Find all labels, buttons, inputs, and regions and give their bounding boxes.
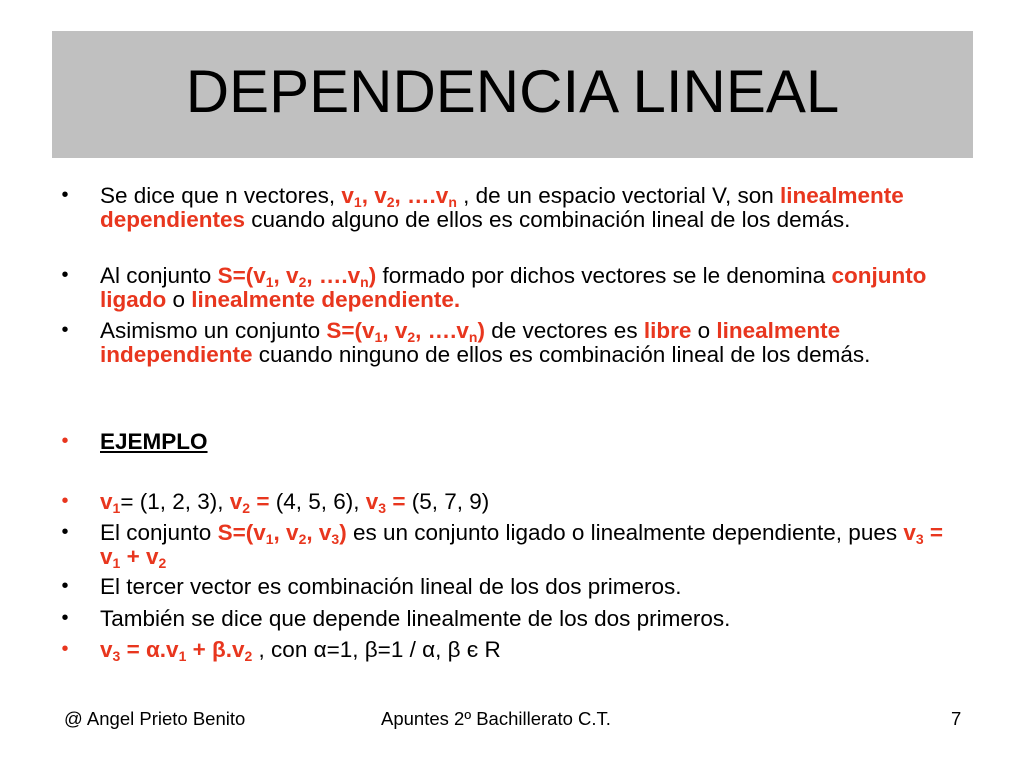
term-dependent: linealmente dependiente.: [191, 286, 461, 312]
text-run: Se dice que n vectores,: [100, 183, 342, 208]
term-linked-set: conjunto ligado: [100, 263, 927, 312]
vector-v3: $v_3$ =: [365, 489, 406, 516]
text-run: o: [166, 286, 192, 312]
term-dependent: linealmente dependientes: [100, 183, 904, 232]
bullet-dot: •: [61, 430, 69, 452]
bullet-text: [100, 490, 966, 514]
bullet-text: [100, 264, 966, 311]
bullet-text: [100, 184, 966, 231]
term-free: libre: [643, 318, 692, 343]
equation: $v_3 = v_1 + v_2$: [100, 520, 944, 571]
footer-page-number: 7: [951, 708, 962, 729]
vector-v1: $v_1$: [100, 489, 121, 516]
page-title: DEPENDENCIA LINEAL: [185, 58, 840, 125]
example-label: EJEMPLO: [100, 429, 208, 454]
bullet-text: También se dice que depende linealmente de los dos primeros.: [100, 606, 731, 631]
text-run: El conjunto: [100, 520, 218, 545]
bullet-dot: •: [61, 575, 69, 597]
set-s: $S=(v_1$, $v_2$, $\dots.v_n$): [326, 318, 485, 345]
text-run: o: [691, 318, 717, 343]
text-run: , de un espacio vectorial V, son: [456, 183, 781, 208]
text-run: , con α=1, β=1 / α, β є R: [252, 637, 501, 662]
text-run: cuando ninguno de ellos es combinación lineal de los demás.: [252, 341, 871, 367]
bullet-dot: •: [61, 490, 69, 512]
bullet-dot: •: [61, 319, 69, 341]
footer-course: Apuntes 2º Bachillerato C.T.: [381, 708, 611, 729]
bullet-dot: •: [61, 638, 69, 660]
text-run: (1, 2, 3),: [133, 489, 230, 514]
text-run: Al conjunto: [100, 263, 218, 288]
bullet-dot: •: [61, 521, 69, 543]
text-run: cuando alguno de ellos es combinación lineal de los demás.: [245, 206, 851, 232]
bullet-text: El tercer vector es combinación lineal de los dos primeros.: [100, 574, 682, 599]
set-s: $S=(v_1$, $v_2$, $v_3$): [217, 520, 347, 547]
set-s: $S=(v_1$, $v_2$, $\dots.v_n$): [217, 263, 377, 290]
vector-v2: $v_2$ =: [229, 489, 270, 516]
text-run: =: [120, 489, 134, 514]
bullet-dot: •: [61, 264, 69, 286]
bullet-dot: •: [61, 184, 69, 206]
footer-author: @ Angel Prieto Benito: [64, 708, 246, 729]
text-run: (5, 7, 9): [405, 489, 490, 514]
bullet-text: [100, 430, 966, 454]
bullet-text: [100, 520, 966, 571]
bullet-dot: •: [61, 607, 69, 629]
text-run: Asimismo un conjunto: [100, 318, 327, 343]
text-run: formado por dichos vectores se le denomina: [376, 263, 832, 288]
bullet-text: [100, 638, 966, 662]
title-bar: [52, 31, 973, 158]
text-run: de vectores es: [484, 318, 644, 343]
combination-formula: $v_3 = \alpha.v_1 + \beta.v_2$: [100, 637, 253, 664]
term-independent: linealmente independiente: [100, 318, 841, 367]
vector-list: $v_1$, $v_2$, $\dots.v_n$: [341, 183, 457, 210]
text-run: (4, 5, 6),: [269, 489, 366, 514]
bullet-text: [100, 319, 966, 366]
text-run: es un conjunto ligado o linealmente dependiente, pues: [346, 520, 904, 545]
